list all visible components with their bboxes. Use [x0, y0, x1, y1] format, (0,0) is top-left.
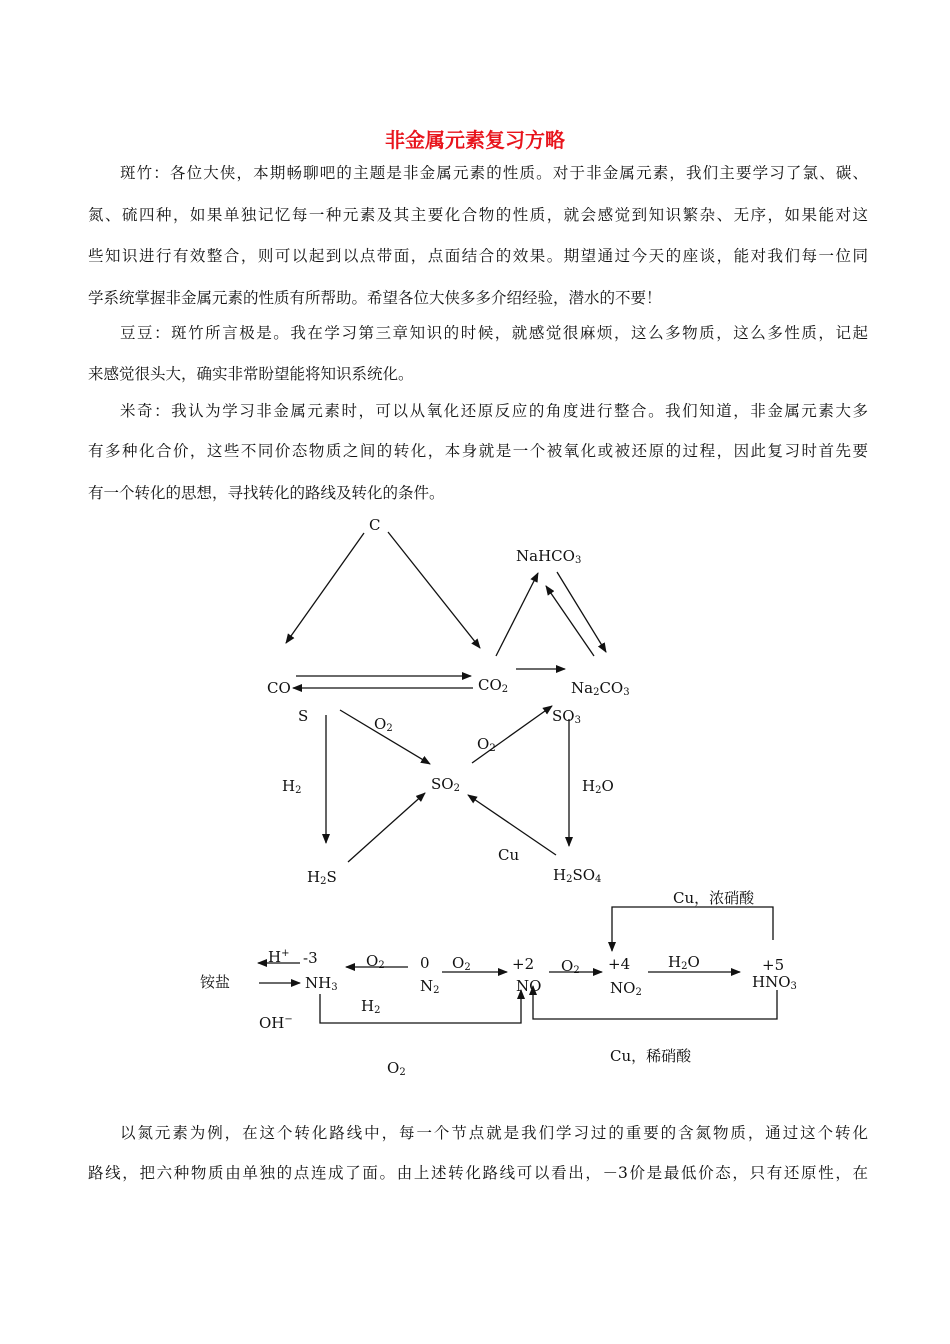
- label-val-m3: -3: [303, 949, 318, 967]
- arrow-h2s-so2: [348, 793, 425, 862]
- label-cu-conc: Cu，浓硝酸: [673, 889, 755, 907]
- paragraph-3-line-3: 有一个转化的思想，寻找转化的路线及转化的条件。: [88, 484, 445, 502]
- label-val-0: 0: [420, 954, 430, 972]
- paragraph-4-line-2: 路线，把六种物质由单独的点连成了面。由上述转化路线可以看出，－3价是最低价态，只有还原性，在: [88, 1164, 868, 1182]
- label-no: NO: [516, 977, 542, 995]
- label-s: S: [298, 707, 309, 725]
- label-cu-dilute: Cu，稀硝酸: [610, 1047, 692, 1065]
- label-h2s: H2S: [307, 868, 337, 887]
- label-c: C: [369, 516, 381, 534]
- label-nh3: NH3: [305, 974, 338, 993]
- page-title: 非金属元素复习方略: [385, 128, 565, 152]
- label-h2so4: H2SO4: [553, 866, 602, 885]
- label-cu-sulfur: Cu: [498, 846, 520, 864]
- paragraph-2-line-1: 豆豆：斑竹所言极是。我在学习第三章知识的时候，就感觉很麻烦，这么多物质，这么多性质，记起: [120, 324, 868, 342]
- paragraph-1-line-4: 学系统掌握非金属元素的性质有所帮助。希望各位大侠多多介绍经验，潜水的不要！: [88, 289, 662, 307]
- label-h2-nitrogen: H2: [361, 997, 381, 1016]
- label-h2o-nitrogen: H2O: [668, 953, 700, 972]
- label-oh-minus: OH−: [259, 1014, 293, 1032]
- label-so3: SO3: [552, 707, 581, 726]
- label-ammonium: 铵盐: [200, 973, 231, 991]
- label-o2-b: O2: [452, 954, 471, 973]
- label-nahco3: NaHCO3: [516, 547, 582, 566]
- paragraph-3-line-1: 米奇：我认为学习非金属元素时，可以从氧化还原反应的角度进行整合。我们知道，非金属元素大多: [120, 402, 868, 420]
- label-hno3: HNO3: [752, 973, 797, 992]
- label-co: CO: [267, 679, 291, 697]
- label-so2: SO2: [431, 775, 460, 794]
- label-h-plus: H+: [268, 948, 290, 966]
- arrow-c-co2: [388, 532, 480, 648]
- label-o2-left: O2: [374, 715, 393, 734]
- label-o2-a: O2: [366, 952, 385, 971]
- label-na2co3: Na2CO3: [571, 679, 630, 698]
- label-val-p4: +4: [608, 955, 631, 973]
- arrow-hno3-no: [533, 986, 777, 1019]
- label-o2-bottom: O2: [387, 1059, 406, 1078]
- paragraph-2-line-2: 来感觉很头大，确实非常盼望能将知识系统化。: [88, 365, 414, 383]
- arrow-c-co: [286, 533, 364, 643]
- label-co2: CO2: [478, 676, 509, 695]
- paragraph-1-line-3: 些知识进行有效整合，则可以起到以点带面，点面结合的效果。期望通过今天的座谈，能对我们每一位同: [88, 247, 868, 265]
- arrow-co2-nahco3: [496, 573, 538, 656]
- label-val-p5: +5: [762, 956, 785, 974]
- label-val-p2: +2: [512, 955, 535, 973]
- label-h2-left: H2: [282, 777, 302, 796]
- paragraph-4-line-1: 以氮元素为例，在这个转化路线中，每一个节点就是我们学习过的重要的含氮物质，通过这个转化: [120, 1124, 868, 1142]
- paragraph-1-line-2: 氮、硫四种，如果单独记忆每一种元素及其主要化合物的性质，就会感觉到知识繁杂、无序，如果能对这: [88, 206, 868, 224]
- label-n2: N2: [420, 977, 440, 996]
- paragraph-1-line-1: 斑竹：各位大侠，本期畅聊吧的主题是非金属元素的性质。对于非金属元素，我们主要学习了氯、碳、: [120, 164, 868, 182]
- label-o2-right: O2: [477, 735, 496, 754]
- label-no2: NO2: [610, 979, 642, 998]
- label-o2-c: O2: [561, 957, 580, 976]
- paragraph-3-line-2: 有多种化合价，这些不同价态物质之间的转化，本身就是一个被氧化或被还原的过程，因此复习时首先要: [88, 442, 868, 460]
- arrow-hno3-no2: [612, 907, 773, 951]
- label-h2o-sulfur: H2O: [582, 777, 614, 796]
